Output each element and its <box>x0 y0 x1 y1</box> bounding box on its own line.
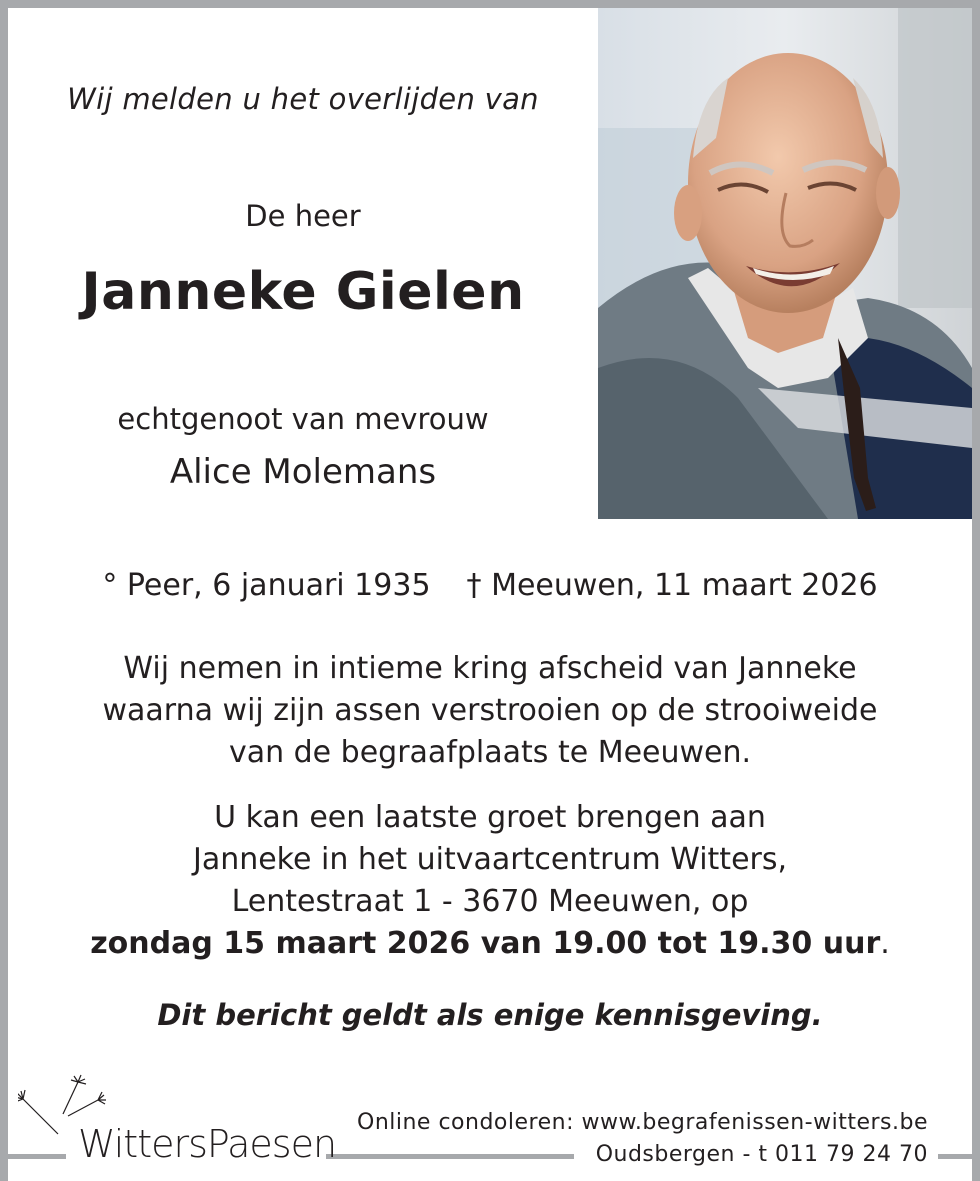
visit-line: Lentestraat 1 - 3670 Meeuwen, op <box>231 884 749 919</box>
notice-text: Dit bericht geldt als enige kennisgeving. <box>157 998 823 1032</box>
visit-date-period: . <box>880 926 890 961</box>
deceased-name: Janneke Gielen <box>81 262 525 322</box>
death-date: † Meeuwen, 11 maart 2026 <box>466 568 878 603</box>
intro-text: Wij melden u het overlijden van <box>67 82 539 116</box>
bottom-divider <box>326 1154 574 1159</box>
title-prefix: De heer <box>245 199 361 233</box>
logo-wordmark: WittersPaesen <box>78 1122 337 1166</box>
visit-date-line <box>8 923 972 965</box>
farewell-line: van de begraafplaats te Meeuwen. <box>228 735 752 770</box>
spouse-label: echtgenoot van mevrouw <box>117 402 489 436</box>
bottom-divider <box>938 1154 980 1159</box>
contact-address: Oudsbergen - t 011 79 24 70 <box>595 1142 928 1167</box>
visit-date: zondag 15 maart 2026 van 19.00 tot 19.30 uur <box>90 926 881 961</box>
farewell-line: Wij nemen in intieme kring afscheid van Janneke <box>123 651 857 686</box>
farewell-line: waarna wij zijn assen verstrooien op de strooiweide <box>102 693 878 728</box>
dates-line <box>8 568 972 603</box>
portrait-photo <box>598 8 972 519</box>
visit-line: U kan een laatste groet brengen aan <box>214 800 766 835</box>
spouse-name: Alice Molemans <box>169 452 437 492</box>
birth-date: ° Peer, 6 januari 1935 <box>102 568 431 603</box>
farewell-paragraph <box>8 648 972 774</box>
visit-line: Janneke in het uitvaartcentrum Witters, <box>192 842 788 877</box>
condolence-link[interactable]: Online condoleren: www.begrafenissen-witters.be <box>357 1110 928 1135</box>
visit-paragraph <box>8 797 972 965</box>
